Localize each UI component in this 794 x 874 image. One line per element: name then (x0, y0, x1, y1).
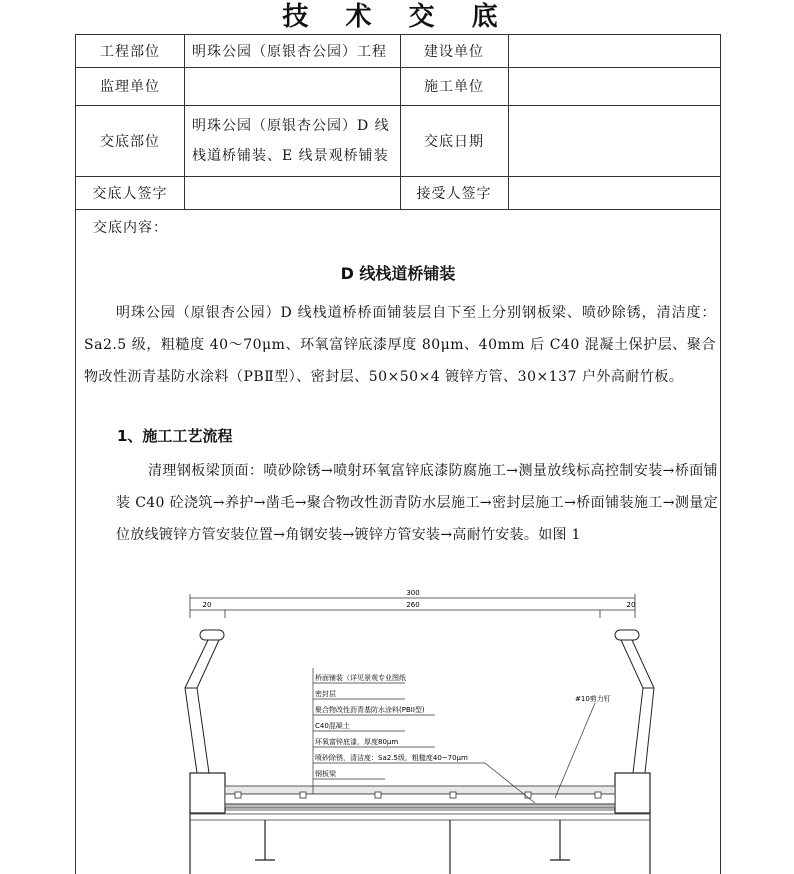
part-label: 交底部位 (100, 133, 160, 150)
layer-label-2: 密封层 (315, 690, 336, 698)
stud-label: #10剪力钉 (575, 695, 611, 703)
project-label: 工程部位 (100, 44, 160, 60)
dim-total: 300 (406, 589, 420, 597)
right-base (615, 773, 650, 813)
layer-label-3: 聚合物改性沥青基防水涂料(PBII型) (315, 706, 425, 714)
date-label: 交底日期 (424, 133, 484, 150)
contractor-value (508, 67, 720, 105)
supervisor-label: 监理单位 (100, 79, 160, 95)
part-value-line1: 明珠公园（原银杏公园）D 线 (192, 117, 390, 134)
receiver-label: 接受人签字 (416, 185, 492, 202)
steel-beams (190, 813, 650, 874)
layer-label-7: 钢板梁 (315, 770, 336, 778)
document-title: 技 术 交 底 (282, 2, 512, 32)
giver-label: 交底人签字 (92, 185, 168, 202)
content-label: 交底内容： (93, 220, 168, 236)
right-railing (615, 630, 654, 773)
project-value: 明珠公园（原银杏公园）工程 (192, 44, 387, 60)
section-title: D 线栈道桥铺装 (340, 264, 456, 283)
left-base (190, 773, 225, 813)
layer-label-6: 喷砂除锈，清洁度：Sa2.5级，粗糙度40~70μm (315, 754, 468, 762)
layer-label-5: 环氧富锌底漆，厚度80μm (315, 738, 399, 746)
supervisor-value (184, 67, 400, 105)
owner-label: 建设单位 (424, 44, 484, 60)
owner-value (508, 35, 720, 67)
bridge-section-drawing (105, 548, 665, 874)
description-paragraph: 明珠公园（原银杏公园）D 线栈道桥桥面铺装层自下至上分别钢板梁、喷砂除锈，清洁度：Sa2.5 级，粗糙度 40～70μm、环氧富锌底漆厚度 80μm、40mm 后 C40 混凝土保护层、聚合物改性沥青基防水涂料（PBⅡ型）、密封层、50×50×4 镀锌方管、30×137 户外高耐竹板。 (84, 305, 716, 385)
dim-right: 20 (626, 601, 636, 609)
deck-layers (190, 786, 650, 820)
leader-lines (313, 668, 595, 803)
process-flow-text: 清理钢板梁顶面：喷砂除锈→喷射环氧富锌底漆防腐施工→测量放线标高控制安装→桥面铺装 C40 砼浇筑→养护→凿毛→聚合物改性沥青防水层施工→密封层施工→桥面铺装施工→测量定位放线镀锌方管安装位置→角钢安装→镀锌方管安装→高耐竹安装。如图 1 (116, 463, 718, 543)
contractor-label: 施工单位 (424, 79, 484, 95)
dim-mid: 260 (406, 601, 420, 609)
layer-label-1: 桥面铺装（详见景观专业图纸 (315, 674, 406, 682)
date-value (508, 105, 720, 176)
receiver-value (508, 176, 720, 209)
part-value-line2: 栈道桥铺装、E 线景观桥铺装 (192, 147, 389, 164)
left-railing (185, 630, 224, 773)
dim-left: 20 (202, 601, 212, 609)
layer-label-4: C40混凝土 (315, 722, 350, 730)
process-subheading: 1、施工工艺流程 (117, 427, 233, 445)
giver-value (184, 176, 400, 209)
part-value (184, 105, 400, 176)
